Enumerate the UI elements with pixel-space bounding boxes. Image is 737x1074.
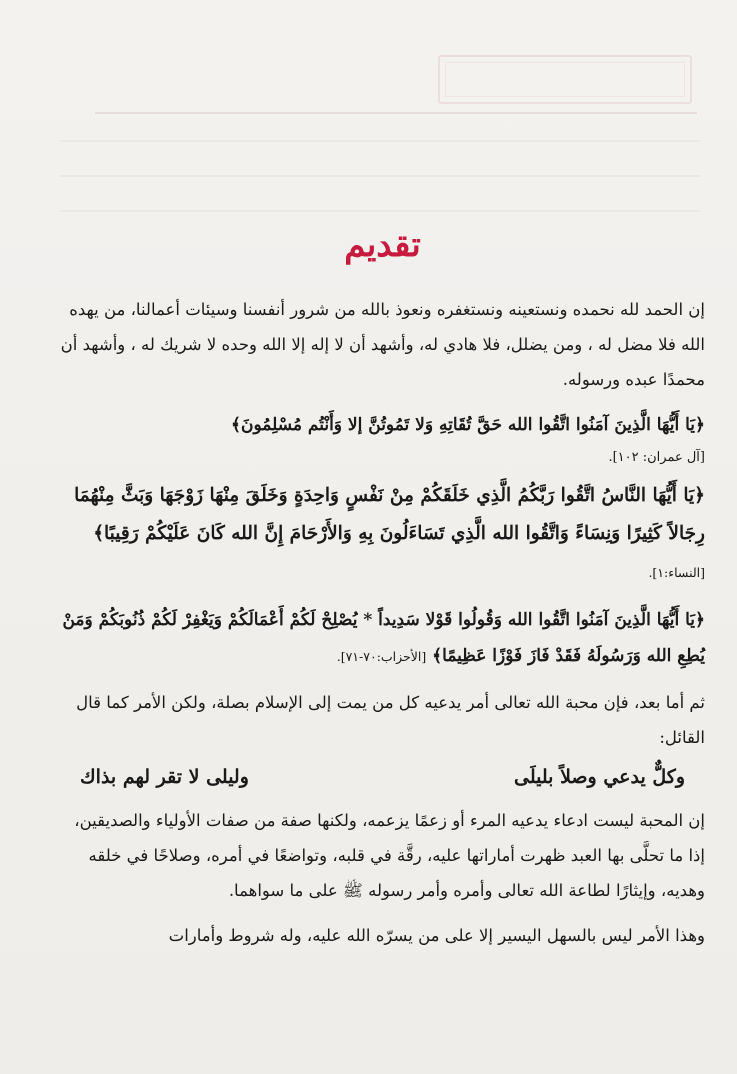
verse-3-text: ﴿يَا أَيُّهَا الَّذِينَ آمَنُوا اتَّقُوا الله وَقُولُوا قَوْلا سَدِيداً * يُصْلِحْ لَكُمْ أَعْمَالَكُمْ وَيَغْفِرْ لَكُمْ ذُنُوبَكُمْ وَمَنْ يُطِعِ الله وَرَسُولَهُ فَقَدْ فَازَ فَوْزًا عَظِيمًا﴾ [62, 609, 705, 666]
main-text [60, 225, 705, 953]
poem-verse [80, 757, 685, 797]
paragraph-2: ثم أما بعد، فإن محبة الله تعالى أمر يدعيه كل من يمت إلى الإسلام بصلة، ولكن الأمر كما قال القائل: [76, 692, 705, 747]
intro-paragraph: إن الحمد لله نحمده ونستعينه ونستغفره ونعوذ بالله من شرور أنفسنا وسيئات أعمالنا، من يهده الله فلا مضل له ، ومن يضلل، فلا هادي له، وأشهد أن لا إله إلا الله وحده لا شريك له ، وأشهد أن محمدًا عبده ورسوله. [60, 299, 705, 389]
quran-verse-2 [60, 477, 705, 592]
verse-2-text: ﴿يَا أَيُّهَا النَّاسُ اتَّقُوا رَبَّكُمُ الَّذِي خَلَقَكُمْ مِنْ نَفْسٍ وَاحِدَةٍ وَخَلَقَ مِنْهَا زَوْجَهَا وَبَثَّ مِنْهُمَا رِجَالاً كَثِيرًا وَنِسَاءً وَاتَّقُوا الله الَّذِي تَسَاءَلُونَ بِهِ وَالأَرْحَامَ إِنَّ الله كَانَ عَلَيْكُمْ رَقِيبًا﴾ [74, 484, 705, 544]
verse-3-reference: [الأحزاب:٧٠-٧١]. [336, 648, 427, 664]
quran-verse-3 [60, 602, 705, 675]
bleed-line [60, 175, 700, 177]
verse-2-reference: [النساء:١]. [648, 564, 705, 580]
bleed-line [60, 140, 700, 142]
quran-verse-1: ﴿يَا أَيُّهَا الَّذِينَ آمَنُوا اتَّقُوا الله حَقَّ تُقَاتِهِ وَلا تَمُوتُنَّ إلا وَأَنْتُم مُسْلِمُونَ﴾ [231, 414, 705, 435]
verse-1-reference: [آل عمران: ١٠٢]. [608, 449, 705, 465]
paragraph-3: إن المحبة ليست ادعاء يدعيه المرء أو زعمًا يزعمه، ولكنها صفة من صفات الأولياء والصديقين، إذا ما تحلَّى بها العبد ظهرت أماراتها عليه، رقَّة في قلبه، وتواضعًا في أمره، وصلاحًا في خلقه وهديه، وإيثارًا لطاعة الله تعالى وأمره وأمر رسوله ﷺ على ما سواهما. [74, 810, 705, 900]
header-ornament-box [438, 55, 692, 104]
bleed-line [60, 210, 700, 212]
page-title: تقديم [344, 225, 421, 265]
paragraph-4: وهذا الأمر ليس بالسهل اليسير إلا على من يسرّه الله عليه، وله شروط وأمارات [168, 925, 705, 945]
poem-first-hemistich: وكلٌّ يدعي وصلاً بليلَى [514, 765, 685, 788]
poem-second-hemistich: وليلى لا تقر لهم بذاك [80, 765, 249, 788]
